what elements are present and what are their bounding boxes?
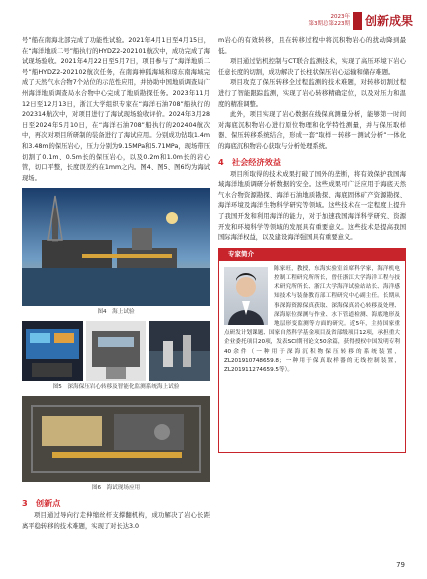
offshore-platform-image (22, 188, 210, 306)
body-paragraph: 号”船在南海北部完成了功能性试验。2021年4月1日至4月15日，在“海洋地质二号”船执行的HYDZ2-202101航次中，成功完成了海试现场验收。2021年4月22日至5月7日，项目参与了“海洋地质二号”船HYDZ2-202102航次任务，在南海神狐海域和琼东南海域完成了天然气水合物7个站位的示范性应用，并协助中国地质调查局广州海洋地质调查局水合物中心完成了地质勘探任务。2023年11月12日至12月13日，浙江大学组织专家在“海洋石油708”船执行的202314航次中，对项目进行了海试现场验收评价。2024年3月28日至2024年5月10日，在“海洋石油708”船执行的202404航次中，再次对项目所研制的装备进行了海试应用。分别成功钻取1.4m和3.48m的保压岩心，压力分别为9.15MPa和5.71MPa，现场带压切割了0.1m、0.5m长的保压岩心，以及0.2m和1.0m长的岩心管，切口平整，长度误差约在1mm之内。图4、图5、图6均为海试现场。 (22, 37, 210, 182)
body-paragraph: m岩心的有效转移，且在转移过程中将沉积物岩心的扰动降到最低。 (218, 37, 406, 55)
magazine-logo: 创新成果 (364, 14, 413, 28)
year-line: 2023年 (330, 14, 350, 20)
page-number: 79 (396, 561, 405, 569)
logo-mark (353, 12, 362, 30)
issue-info (308, 14, 350, 28)
body-paragraph: 项目通过导向行走伸缩丝杆支撑翻机构，成功解决了岩心长距离平稳转移的技术难题，实现了对长达3.0 (22, 512, 210, 530)
expert-bio-heading: 专家简介 (218, 248, 406, 261)
section-4-heading: 4 社会经济效益 (218, 156, 282, 167)
figure-6-photo (22, 396, 210, 482)
body-paragraph: 项目通过钻机控制与CT联合监测技术，实现了高压环境下岩心任意长度的切割，成功解决了长柱状保压岩心运输和储存难题。 (218, 58, 406, 76)
figure-6-caption: 图6 海试现场应用 (91, 485, 141, 492)
right-column (218, 36, 406, 453)
left-column (22, 36, 210, 533)
section-3-heading: 3 创新点 (22, 498, 61, 509)
figure-5-photo-center (86, 321, 147, 381)
figure-4-photo (22, 188, 210, 306)
figure-5-photo-left (22, 321, 83, 381)
page-header (308, 8, 413, 34)
figure-5-photos (22, 321, 210, 381)
body-paragraph: 此外，项目实现了岩心数据在线保真测量分析，能够第一时间对海底沉积物岩心进行原位物理和化学特性测量，并与保压取样器、保压转移系统结合，形成一套“取样－转移－测试分析”一体化的海底沉积物岩心获取与分析处理系统。 (218, 111, 406, 150)
body-paragraph: 项目所取得的技术成果打破了国外的垄断，将有效保护我国海域海洋地质调研分析数据的安全。这些成果可广泛应用于海底天然气水合物资源勘探、海洋石油地质勘探、海底固体矿产资源勘探、海洋环境及海洋生物科学研究等领域。这些技术在一定程度上提升了我国开发和利用海洋的能力，对于加速我国海洋科学研究、资源开发和环境科学等领域的发展具有重要意义。这些技术是提高我国国际海洋权益，以及建设海洋强国具有重要意义。 (218, 170, 406, 242)
figure-5-photo-right (149, 321, 210, 381)
issue-line: 第3期总第223期 (308, 21, 350, 27)
body-paragraph: 项目攻克了保压转移全过程监测的技术难题，对转移切割过程进行了智能跟踪监测，实现了岩心转移精确定位，以及对压力和温度的精准调整。 (218, 79, 406, 108)
expert-bio-text: 陈家旺，教授，东海实验室首席科学家，海洋机电控制工程研究所所长，曾任浙江大学海洋工程与技术研究所所长、浙江大学海洋试验站站长、海洋感知技术与装备教育部工程研究中心副主任。长期从事深海资源保真获取、深海保真岩心转移及处理、深海原位探测与作业、水下管道检测、海底地形及地层形变监测等方面的研究。近5年，主持国家重点研发计划课题、国家自然科学基金项目及省部级项目12项，承担重大企业委托项目20项，发表SCI期刊论文50余篇，获得授权中国发明专利40余件（一种用于深海沉积物保压转移的系统装置，ZL201910748659.8；一种用于保真取样器的无线控制装置，ZL201911274659.5等）。 (224, 265, 400, 373)
expert-portrait (224, 267, 268, 325)
expert-bio-box (218, 261, 406, 453)
figure-5-caption: 图5 深海保压岩心转移及智能化监测系统海上试验 (52, 384, 180, 391)
figure-4-caption: 图4 海上试验 (97, 309, 135, 316)
